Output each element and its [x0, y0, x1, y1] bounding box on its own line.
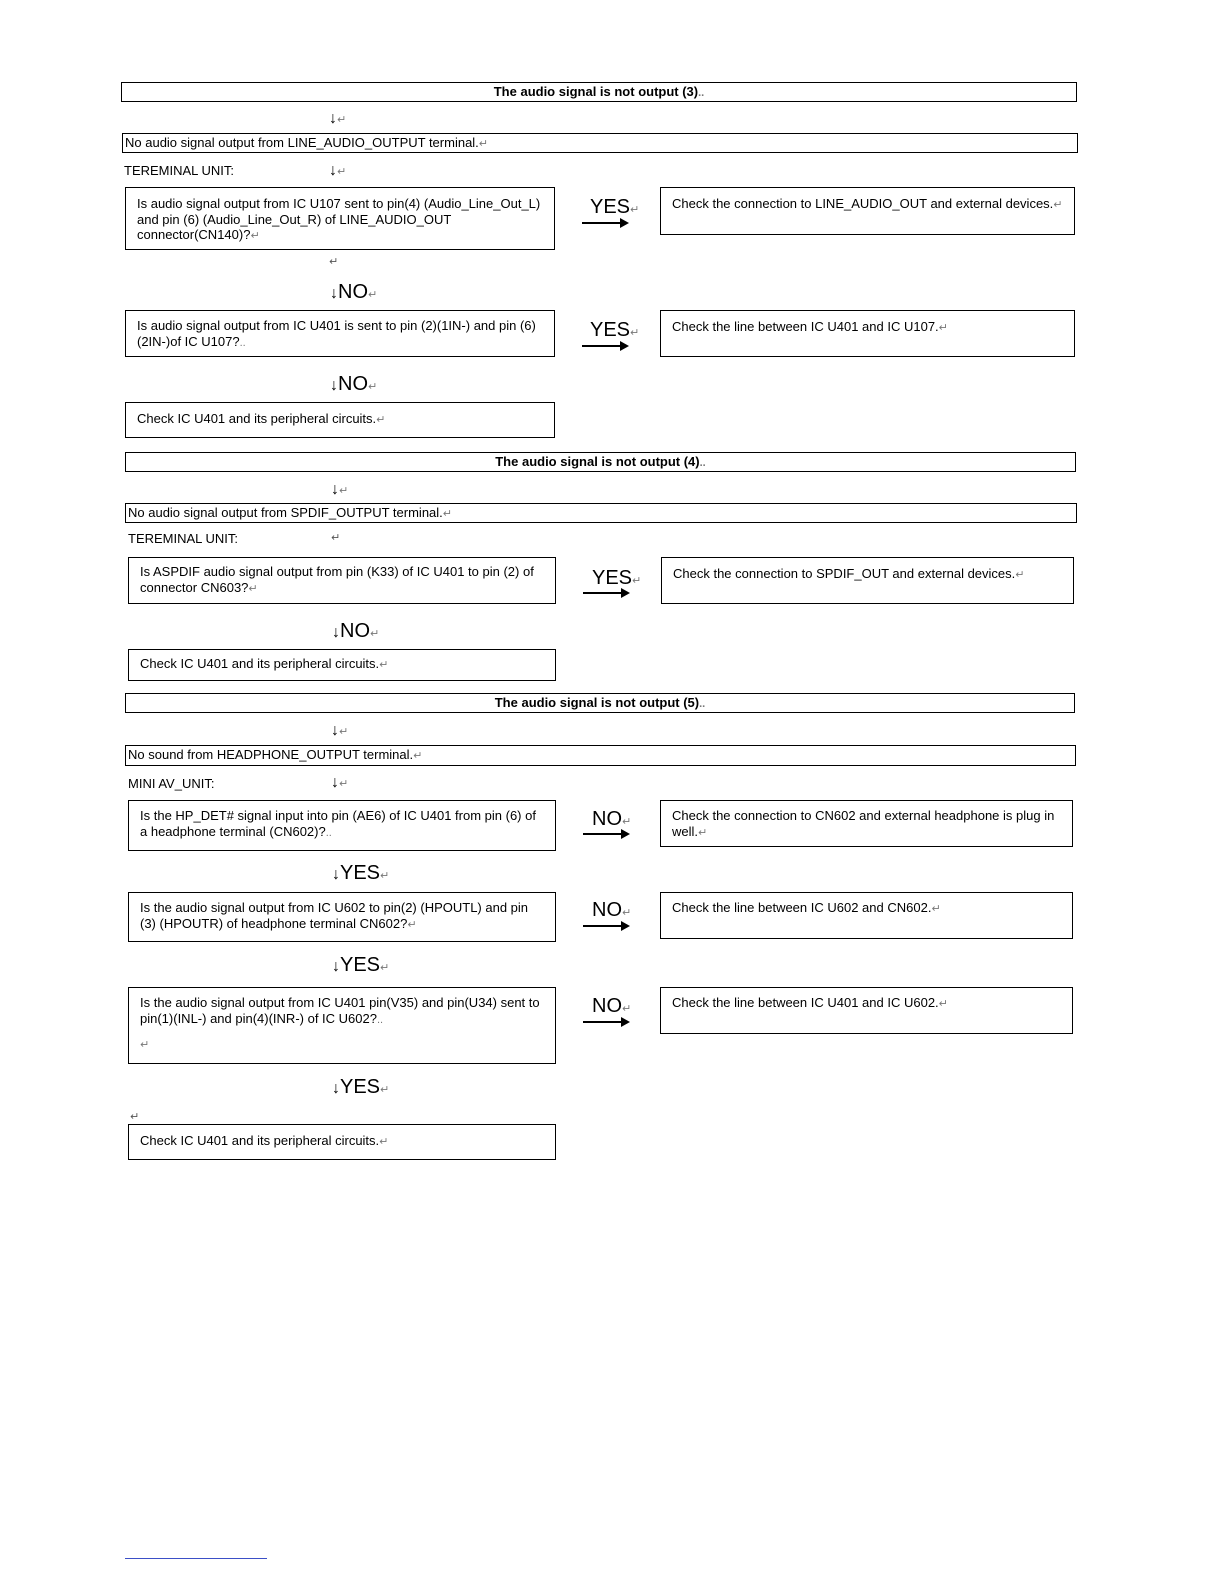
return-mark: ↵ — [140, 1039, 150, 1051]
section5-problem-box — [125, 745, 1076, 766]
section3-title-box — [121, 82, 1077, 102]
end-mark: .. — [698, 87, 705, 99]
section5-answer-3 — [660, 987, 1073, 1034]
section5-question-2 — [128, 892, 556, 942]
unit-label: MINI AV_UNIT: — [128, 776, 215, 791]
return-mark: ↵ — [370, 628, 380, 640]
section3-problem-box — [122, 133, 1078, 153]
return-mark: ↵ — [337, 114, 347, 126]
return-mark: ↵ — [331, 532, 341, 544]
answer-text: Check the connection to CN602 and external headphone is plug in well. — [672, 808, 1055, 839]
branch-label: YES — [340, 954, 381, 976]
branch-label: YES — [590, 319, 631, 341]
return-mark: ↵ — [630, 327, 640, 339]
down-arrow-icon: ↓ — [331, 722, 339, 739]
branch-label: NO — [338, 281, 368, 303]
branch-label: NO — [592, 808, 622, 830]
down-arrow-icon: ↓ — [332, 958, 340, 975]
section4-question-1 — [128, 557, 556, 604]
return-mark: ↵ — [380, 870, 390, 882]
branch-label: YES — [340, 1076, 381, 1098]
return-mark: ↵ — [632, 575, 642, 587]
end-mark: .. — [699, 457, 706, 469]
return-mark: ↵ — [379, 1136, 389, 1148]
return-mark: ↵ — [368, 381, 378, 393]
right-arrow-icon — [583, 833, 628, 835]
branch-label: NO — [338, 373, 368, 395]
end-mark: .. — [699, 698, 706, 710]
question-text: Is the HP_DET# signal input into pin (AE6) of IC U401 from pin (6) of a headphone terminal (CN602)? — [140, 808, 536, 839]
section4-problem-box — [125, 503, 1077, 523]
unit-label: TEREMINAL UNIT: — [124, 163, 235, 178]
section5-answer-1 — [660, 800, 1073, 847]
section4-title-box — [125, 452, 1076, 472]
section4-down-arrow-1 — [331, 479, 348, 501]
answer-text: Check the line between IC U401 and IC U107. — [672, 319, 939, 334]
section4-answer-1 — [661, 557, 1074, 604]
footnote-separator — [125, 1558, 267, 1559]
section4-q1-down-label — [332, 620, 379, 645]
section3-down-arrow-2 — [329, 160, 346, 182]
right-arrow-icon — [582, 222, 627, 224]
section4-q1-branch-label — [592, 567, 641, 592]
down-arrow-icon: ↓ — [332, 866, 340, 883]
section3-answer-1 — [660, 187, 1075, 235]
section3-down-arrow-1 — [329, 108, 346, 130]
end-mark: .. — [325, 826, 332, 839]
section4-final-box — [128, 649, 556, 681]
return-mark: ↵ — [339, 726, 349, 738]
return-mark: ↵ — [407, 918, 417, 931]
final-text: Check IC U401 and its peripheral circuits. — [137, 411, 377, 426]
section5-answer-2 — [660, 892, 1073, 939]
return-mark: ↵ — [250, 230, 260, 242]
down-arrow-icon: ↓ — [329, 162, 337, 179]
section3-problem: No audio signal output from LINE_AUDIO_OUTPUT terminal. — [125, 135, 479, 150]
return-mark: ↵ — [248, 582, 258, 595]
section5-question-3 — [128, 987, 556, 1064]
down-arrow-icon: ↓ — [330, 377, 338, 394]
question-text: Is ASPDIF audio signal output from pin (K33) of IC U401 to pin (2) of connector CN603? — [140, 564, 534, 595]
section5-title-box — [125, 693, 1075, 713]
section3-answer-2 — [660, 310, 1075, 357]
answer-text: Check the connection to SPDIF_OUT and external devices. — [673, 566, 1016, 581]
right-arrow-icon — [582, 345, 627, 347]
branch-label: YES — [340, 862, 381, 884]
section5-question-1 — [128, 800, 556, 851]
section3-question-1 — [125, 187, 555, 250]
section5-q2-down-label — [332, 954, 389, 979]
section5-title: The audio signal is not output (5) — [494, 695, 700, 710]
branch-label: NO — [592, 995, 622, 1017]
section4-problem: No audio signal output from SPDIF_OUTPUT terminal. — [128, 505, 443, 520]
unit-label: TEREMINAL UNIT: — [128, 531, 239, 546]
down-arrow-icon: ↓ — [331, 774, 339, 791]
section3-q2-branch-label — [590, 319, 639, 344]
branch-label: YES — [592, 567, 633, 589]
return-mark: ↵ — [380, 962, 390, 974]
branch-label: NO — [340, 620, 370, 642]
section5-q3-down-label — [332, 1076, 389, 1101]
question-text: Is audio signal output from IC U401 is sent to pin (2)(1IN-) and pin (6)(2IN-)of IC U107? — [137, 318, 536, 349]
return-mark: ↵ — [442, 508, 452, 520]
section4-title: The audio signal is not output (4) — [495, 454, 700, 469]
return-mark: ↵ — [380, 1084, 390, 1096]
answer-text: Check the line between IC U602 and CN602. — [672, 900, 932, 915]
answer-text: Check the line between IC U401 and IC U602. — [672, 995, 939, 1010]
answer-text: Check the connection to LINE_AUDIO_OUT and external devices. — [672, 196, 1054, 211]
final-text: Check IC U401 and its peripheral circuits. — [140, 656, 380, 671]
section3-q2-down-label — [330, 373, 377, 398]
question-text: Is the audio signal output from IC U602 to pin(2) (HPOUTL) and pin (3) (HPOUTR) of headphone terminal CN602? — [140, 900, 529, 931]
return-mark: ↵ — [339, 778, 349, 790]
return-mark: ↵ — [379, 659, 389, 671]
section3-q1-branch-label — [590, 196, 639, 221]
section3-unit-label — [124, 163, 234, 179]
return-mark: ↵ — [931, 903, 941, 915]
right-arrow-icon — [583, 1021, 628, 1023]
return-mark: ↵ — [368, 289, 378, 301]
branch-label: YES — [590, 196, 631, 218]
return-mark: ↵ — [130, 1111, 140, 1123]
down-arrow-icon: ↓ — [332, 624, 340, 641]
down-arrow-icon: ↓ — [329, 110, 337, 127]
section5-final-box — [128, 1124, 556, 1160]
section5-down-arrow-1 — [331, 720, 348, 742]
end-mark: .. — [376, 1013, 384, 1026]
return-mark: ↵ — [413, 750, 423, 762]
return-mark: ↵ — [938, 998, 948, 1010]
right-arrow-icon — [583, 592, 628, 594]
section5-unit-label — [128, 776, 214, 792]
return-mark: ↵ — [478, 138, 489, 150]
down-arrow-icon: ↓ — [330, 285, 338, 302]
section3-question-2 — [125, 310, 555, 357]
section3-final-box — [125, 402, 555, 438]
return-mark: ↵ — [622, 816, 632, 828]
return-mark: ↵ — [329, 256, 339, 268]
section4-unit-label — [128, 531, 238, 547]
end-mark: .. — [239, 336, 246, 349]
return-mark: ↵ — [698, 826, 708, 839]
section3-title: The audio signal is not output (3) — [493, 84, 699, 99]
return-mark: ↵ — [337, 166, 347, 178]
final-text: Check IC U401 and its peripheral circuits. — [140, 1133, 380, 1148]
question-text: Is audio signal output from IC U107 sent to pin(4) (Audio_Line_Out_L) and pin (6) (Audio_Line_Out_R) of LINE_AUDIO_OUT connector(CN140)? — [137, 196, 541, 242]
return-mark: ↵ — [339, 485, 349, 497]
return-mark: ↵ — [622, 1003, 632, 1015]
down-arrow-icon: ↓ — [331, 481, 339, 498]
return-mark: ↵ — [376, 414, 386, 426]
branch-label: NO — [592, 899, 622, 921]
down-arrow-icon: ↓ — [332, 1080, 340, 1097]
section5-problem: No sound from HEADPHONE_OUTPUT terminal. — [128, 747, 414, 762]
section5-q1-down-label — [332, 862, 389, 887]
return-mark: ↵ — [630, 204, 640, 216]
question-text: Is the audio signal output from IC U401 pin(V35) and pin(U34) sent to pin(1)(INL-) and pin(4)(INR-) of IC U602? — [140, 995, 540, 1026]
return-mark: ↵ — [1015, 569, 1025, 581]
right-arrow-icon — [583, 925, 628, 927]
return-mark: ↵ — [938, 322, 948, 334]
section3-q1-down-label — [330, 281, 377, 306]
return-mark: ↵ — [622, 907, 632, 919]
return-mark: ↵ — [1053, 199, 1063, 211]
section5-down-arrow-2 — [331, 772, 348, 794]
